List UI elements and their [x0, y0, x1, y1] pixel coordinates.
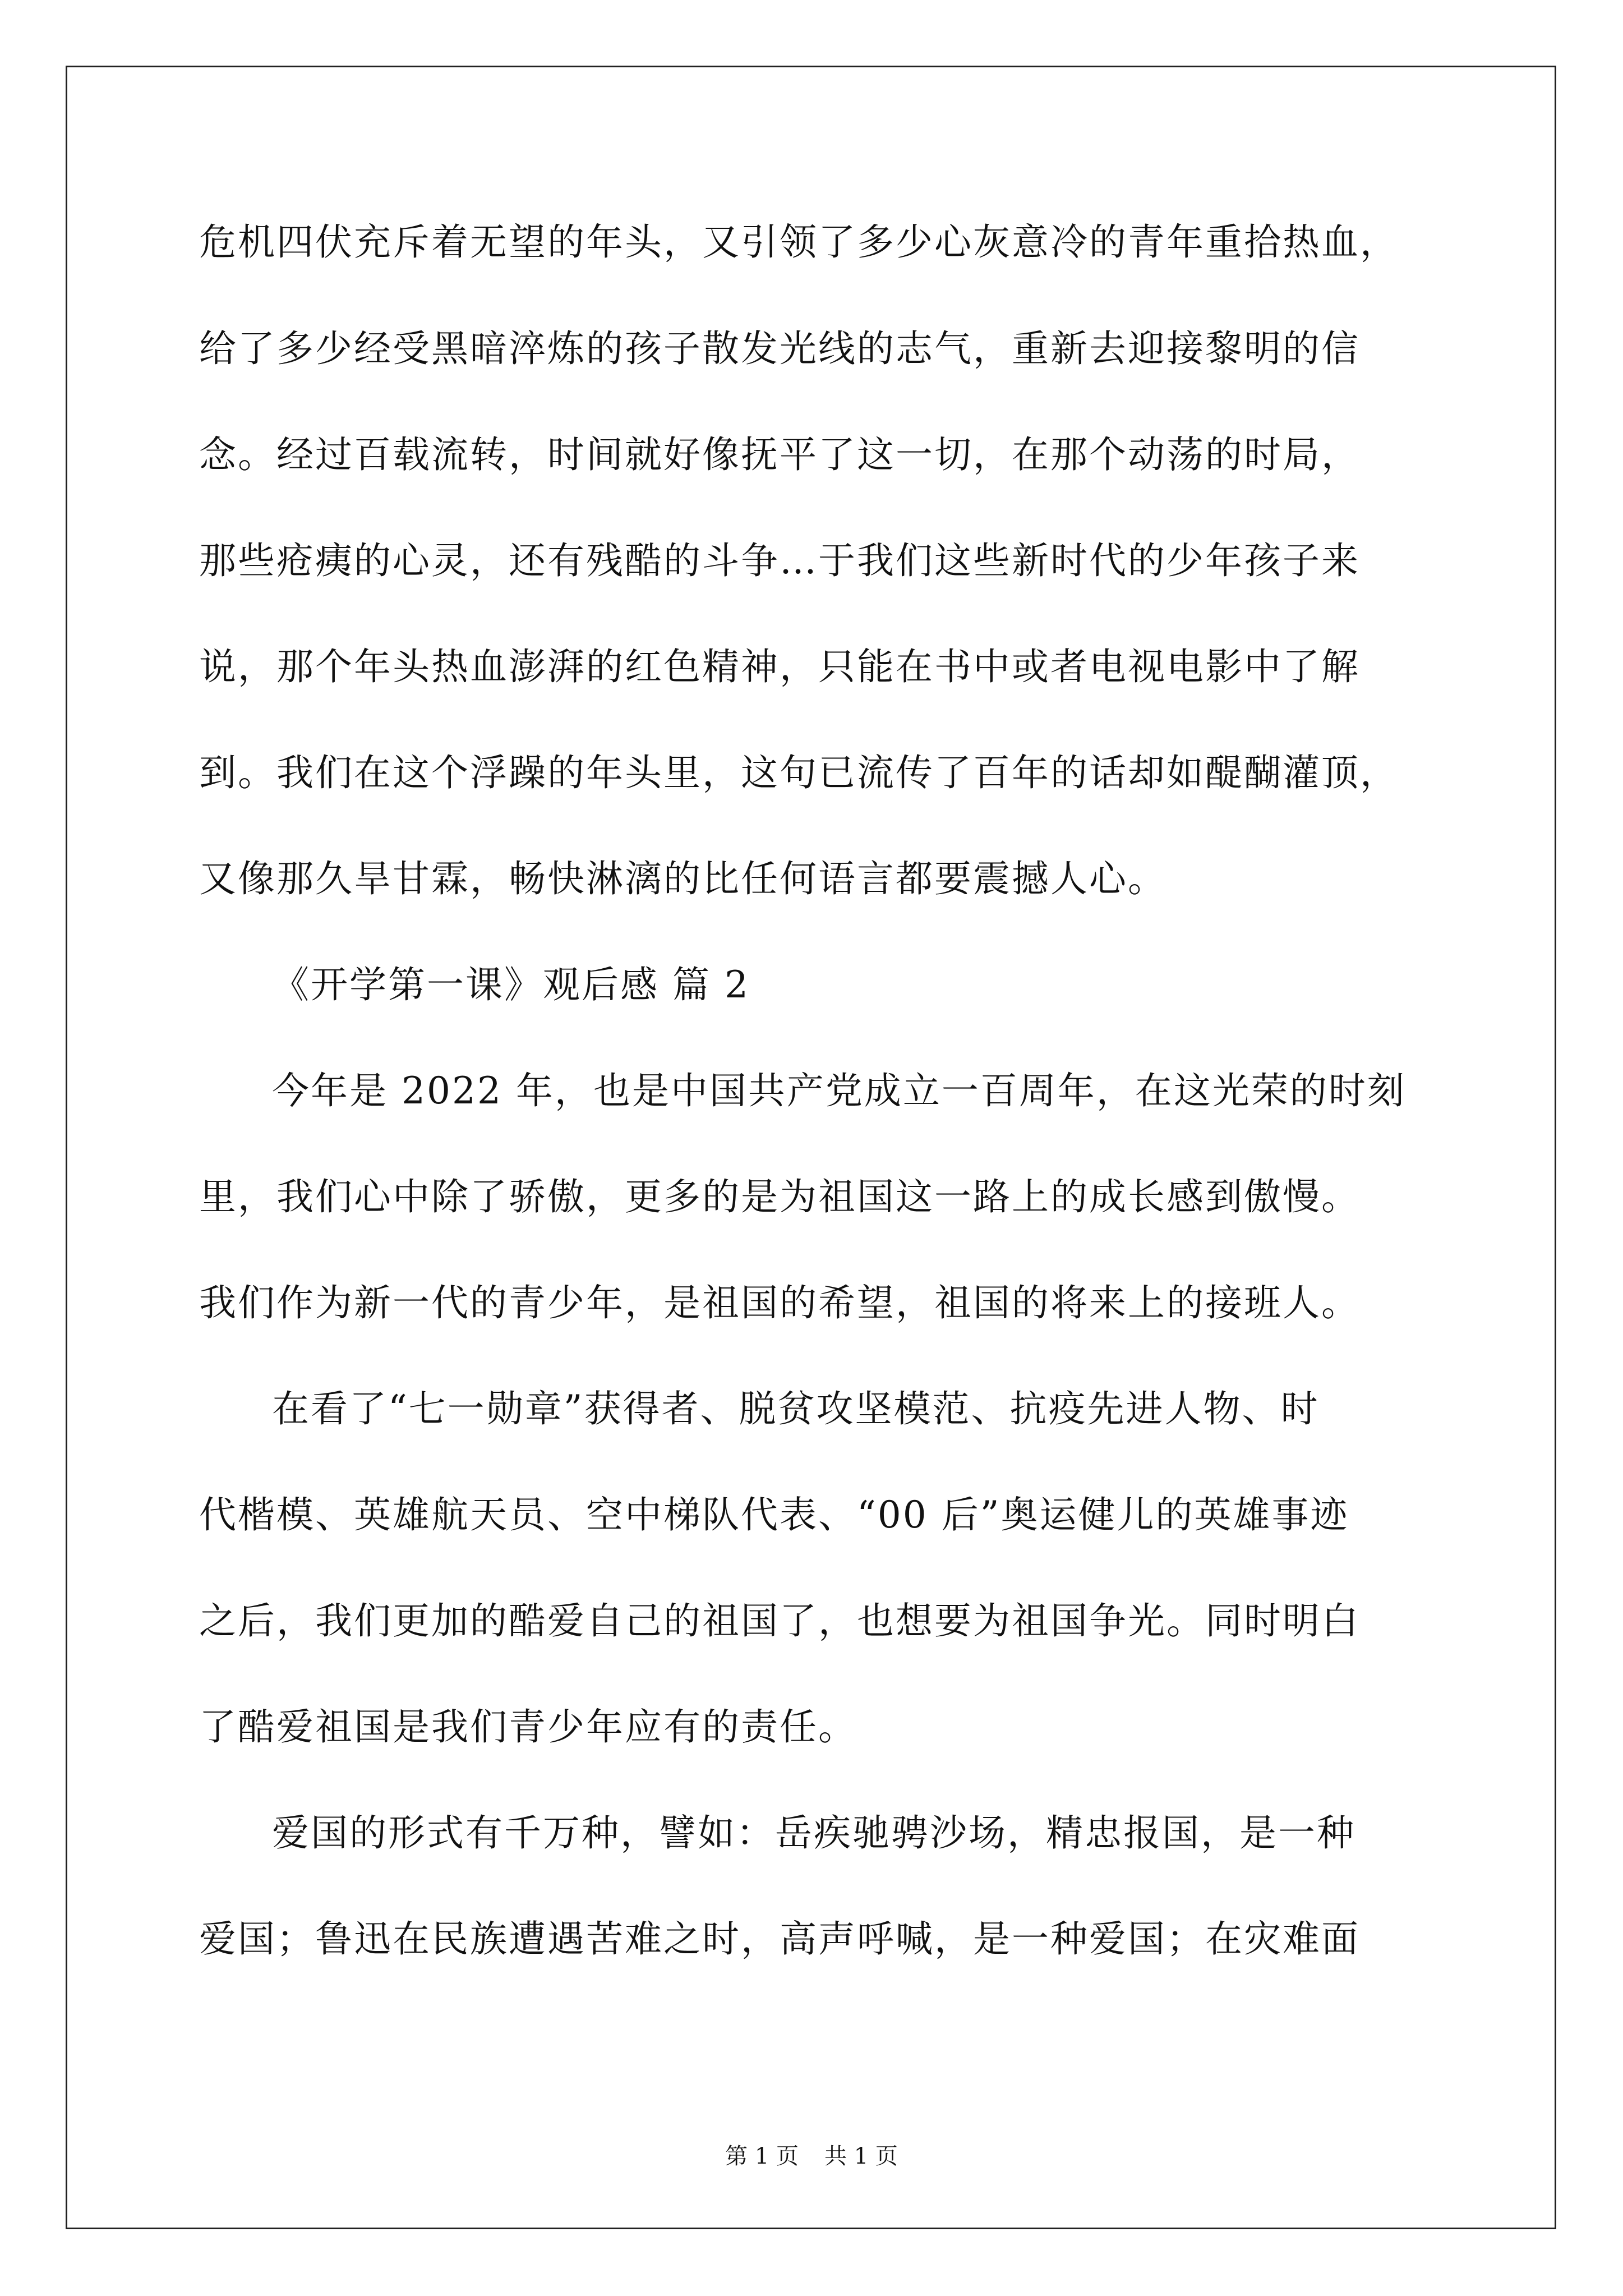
page-footer [0, 2142, 1623, 2170]
body-text-line: 爱国的形式有千万种，譬如：岳疾驰骋沙场，精忠报国，是一种 [272, 1811, 1355, 1855]
body-text-line: 爱国；鲁迅在民族遭遇苦难之时，高声呼喊，是一种爱国；在灾难面 [199, 1917, 1360, 1961]
body-text-line: 那些疮痍的心灵，还有残酷的斗争…于我们这些新时代的少年孩子来 [199, 539, 1360, 582]
body-text-line: 又像那久旱甘霖，畅快淋漓的比任何语言都要震撼人心。 [199, 857, 1166, 900]
page-number: 第 1 页 [725, 2143, 799, 2169]
page-total: 共 1 页 [824, 2143, 898, 2169]
body-text-line: 我们作为新一代的青少年，是祖国的希望，祖国的将来上的接班人。 [199, 1281, 1360, 1324]
body-text-line: 之后，我们更加的酷爱自己的祖国了，也想要为祖国争光。同时明白 [199, 1599, 1360, 1642]
body-text-line: 今年是 2022 年，也是中国共产党成立一百周年，在这光荣的时刻 [272, 1069, 1406, 1112]
body-text-line: 给了多少经受黑暗淬炼的孩子散发光线的志气，重新去迎接黎明的信 [199, 327, 1360, 370]
body-text-line: 念。经过百载流转，时间就好像抚平了这一切，在那个动荡的时局， [199, 433, 1360, 476]
body-text-line: 里，我们心中除了骄傲，更多的是为祖国这一路上的成长感到傲慢。 [199, 1175, 1360, 1218]
body-text-line: 说，那个年头热血澎湃的红色精神，只能在书中或者电视电影中了解 [199, 645, 1360, 688]
body-text-line: 危机四伏充斥着无望的年头，又引领了多少心灰意冷的青年重拾热血， [199, 220, 1399, 264]
body-text-line: 在看了“七一勋章”获得者、脱贫攻坚模范、抗疫先进人物、时 [272, 1387, 1320, 1430]
body-text-line: 到。我们在这个浮躁的年头里，这句已流传了百年的话却如醍醐灌顶， [199, 751, 1399, 794]
body-text-line: 了酷爱祖国是我们青少年应有的责任。 [199, 1705, 857, 1749]
page-border [66, 66, 1556, 2229]
section-heading: 《开学第一课》观后感 篇 2 [272, 963, 750, 1006]
body-text-line: 代楷模、英雄航天员、空中梯队代表、“00 后”奥运健儿的英雄事迹 [199, 1493, 1349, 1536]
